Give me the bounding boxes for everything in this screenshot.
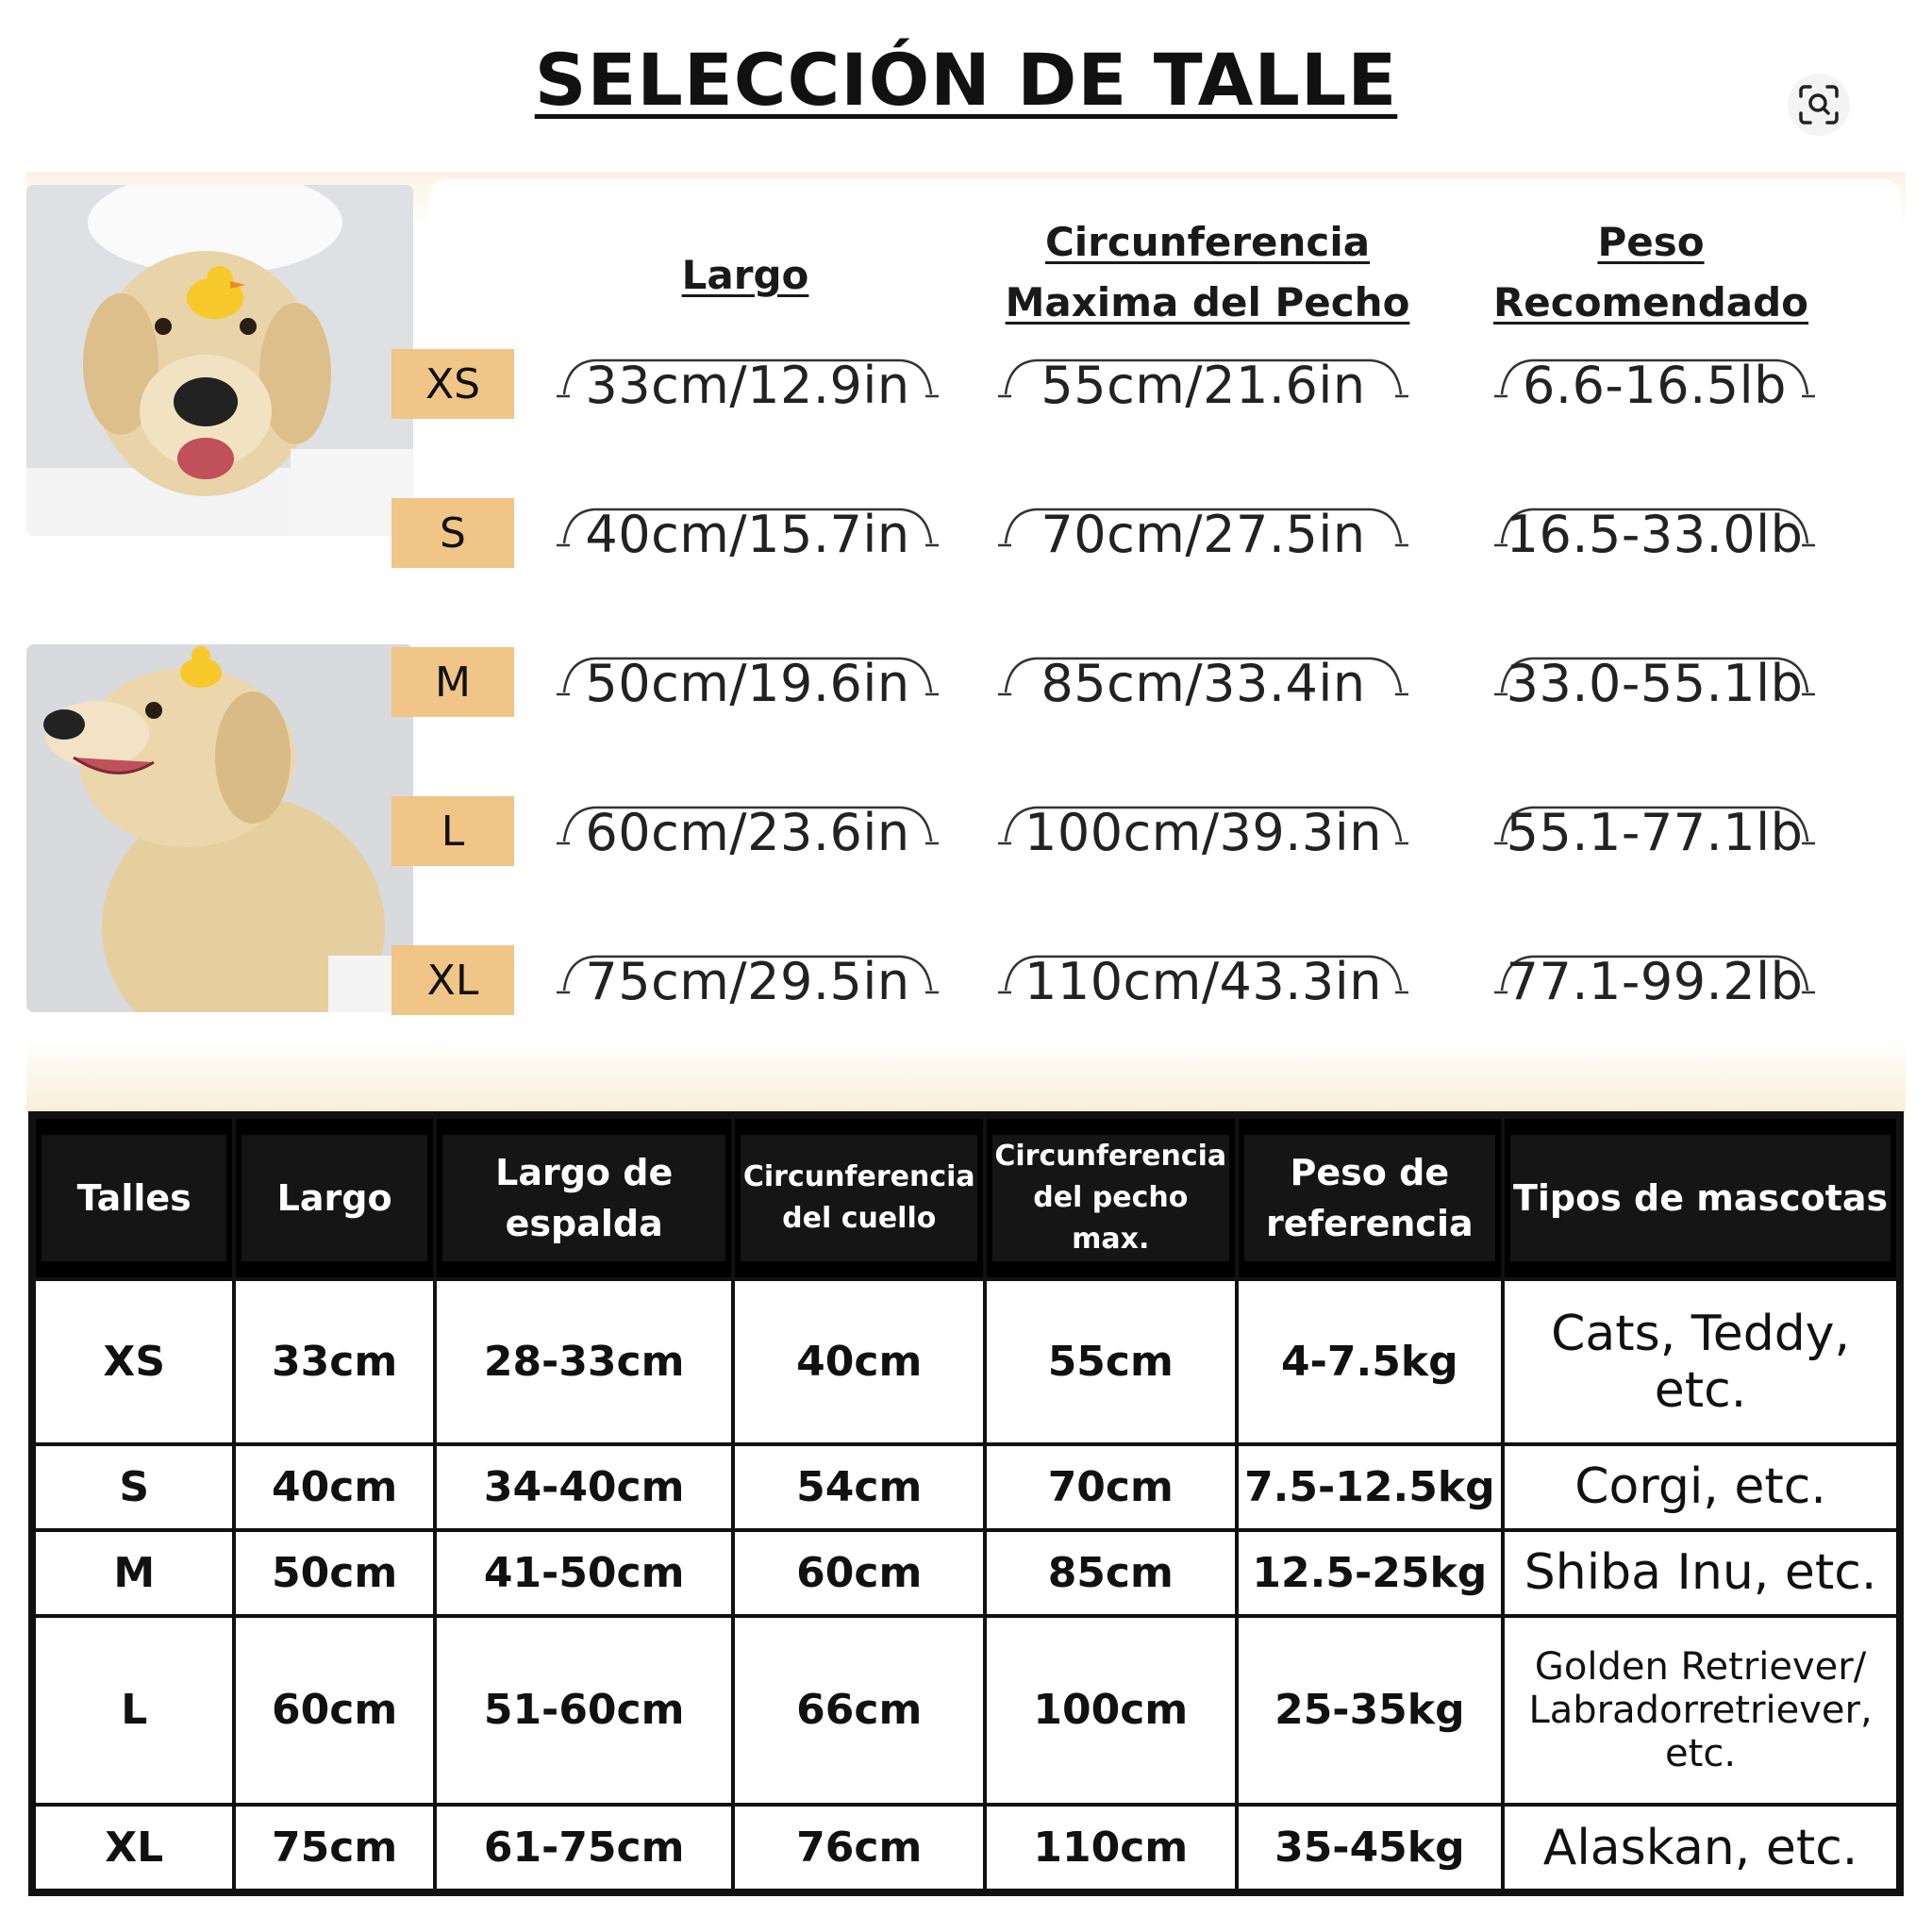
table-cell: 41-50cm <box>437 1532 732 1614</box>
measure-largo-xl: 75cm/29.5in <box>557 953 939 1009</box>
table-cell: Golden Retriever/ Labradorretriever, etc. <box>1505 1618 1896 1803</box>
table-cell: 61-75cm <box>437 1807 732 1889</box>
measure-circ-l: 100cm/39.3in <box>998 804 1408 860</box>
table-cell: Shiba Inu, etc. <box>1505 1532 1896 1614</box>
table-cell: 75cm <box>236 1807 432 1889</box>
table-body <box>36 1281 1896 1889</box>
measure-peso-l: 55.1-77.1lb <box>1494 804 1815 860</box>
table-cell: 34-40cm <box>437 1446 732 1528</box>
table-cell: 40cm <box>735 1281 983 1442</box>
table-row <box>36 1532 1896 1614</box>
table-cell: 66cm <box>735 1618 983 1803</box>
table-header-row <box>36 1119 1896 1277</box>
dog-photo-2 <box>26 644 413 1012</box>
table-header-cell: Peso de referencia <box>1239 1119 1502 1277</box>
table-cell: 35-45kg <box>1239 1807 1502 1889</box>
table-cell: 25-35kg <box>1239 1618 1502 1803</box>
table-cell: 76cm <box>735 1807 983 1889</box>
size-tag-s: S <box>391 498 514 568</box>
table-cell: 50cm <box>236 1532 432 1614</box>
table-header-cell: Largo de espalda <box>437 1119 732 1277</box>
table-cell: 110cm <box>987 1807 1235 1889</box>
table-cell: 100cm <box>987 1618 1235 1803</box>
table-row <box>36 1446 1896 1528</box>
measure-circ-xs: 55cm/21.6in <box>998 357 1408 413</box>
table-cell: 33cm <box>236 1281 432 1442</box>
measure-largo-s: 40cm/15.7in <box>557 506 939 562</box>
page-title: SELECCIÓN DE TALLE <box>534 38 1398 122</box>
header-largo: Largo <box>681 252 809 298</box>
table-cell: XL <box>36 1807 232 1889</box>
size-table <box>28 1111 1904 1896</box>
measure-peso-xl: 77.1-99.2lb <box>1494 953 1815 1009</box>
lens-search-button[interactable] <box>1788 74 1850 136</box>
size-tag-l: L <box>391 796 514 866</box>
measure-largo-l: 60cm/23.6in <box>557 804 939 860</box>
dog-photo-1 <box>26 185 413 536</box>
size-tag-xl: XL <box>391 945 514 1015</box>
table-header-cell: Talles <box>36 1119 232 1277</box>
table-header-cell: Largo <box>236 1119 432 1277</box>
table-cell: 51-60cm <box>437 1618 732 1803</box>
table-cell: 12.5-25kg <box>1239 1532 1502 1614</box>
measure-peso-s: 16.5-33.0lb <box>1494 506 1815 562</box>
measure-circ-xl: 110cm/43.3in <box>998 953 1408 1009</box>
lens-search-icon <box>1797 83 1840 126</box>
table-row <box>36 1618 1896 1803</box>
table-cell: 28-33cm <box>437 1281 732 1442</box>
size-tag-xs: XS <box>391 349 514 419</box>
measure-circ-s: 70cm/27.5in <box>998 506 1408 562</box>
measure-peso-m: 33.0-55.1lb <box>1494 655 1815 711</box>
table-cell: 40cm <box>236 1446 432 1528</box>
table-cell: L <box>36 1618 232 1803</box>
header-circunferencia: Circunferencia Maxima del Pecho <box>1005 219 1410 325</box>
table-cell: S <box>36 1446 232 1528</box>
table-header-cell: Circunferencia del cuello <box>735 1119 983 1277</box>
table-cell: 54cm <box>735 1446 983 1528</box>
table-cell: M <box>36 1532 232 1614</box>
table-cell: Alaskan, etc. <box>1505 1807 1896 1889</box>
table-header-cell: Tipos de mascotas <box>1505 1119 1896 1277</box>
table-cell: 55cm <box>987 1281 1235 1442</box>
table-cell: Cats, Teddy, etc. <box>1505 1281 1896 1442</box>
table-cell: 4-7.5kg <box>1239 1281 1502 1442</box>
size-tag-m: M <box>391 647 514 717</box>
measure-peso-xs: 6.6-16.5lb <box>1494 357 1815 413</box>
header-peso: Peso Recomendado <box>1492 219 1809 325</box>
table-cell: XS <box>36 1281 232 1442</box>
table-cell: 60cm <box>236 1618 432 1803</box>
table-row <box>36 1281 1896 1442</box>
measure-largo-m: 50cm/19.6in <box>557 655 939 711</box>
table-row <box>36 1807 1896 1889</box>
table-cell: 60cm <box>735 1532 983 1614</box>
measure-circ-m: 85cm/33.4in <box>998 655 1408 711</box>
table-cell: Corgi, etc. <box>1505 1446 1896 1528</box>
table-cell: 70cm <box>987 1446 1235 1528</box>
measure-largo-xs: 33cm/12.9in <box>557 357 939 413</box>
table-cell: 85cm <box>987 1532 1235 1614</box>
table-header-cell: Circunferencia del pecho max. <box>987 1119 1235 1277</box>
table-cell: 7.5-12.5kg <box>1239 1446 1502 1528</box>
